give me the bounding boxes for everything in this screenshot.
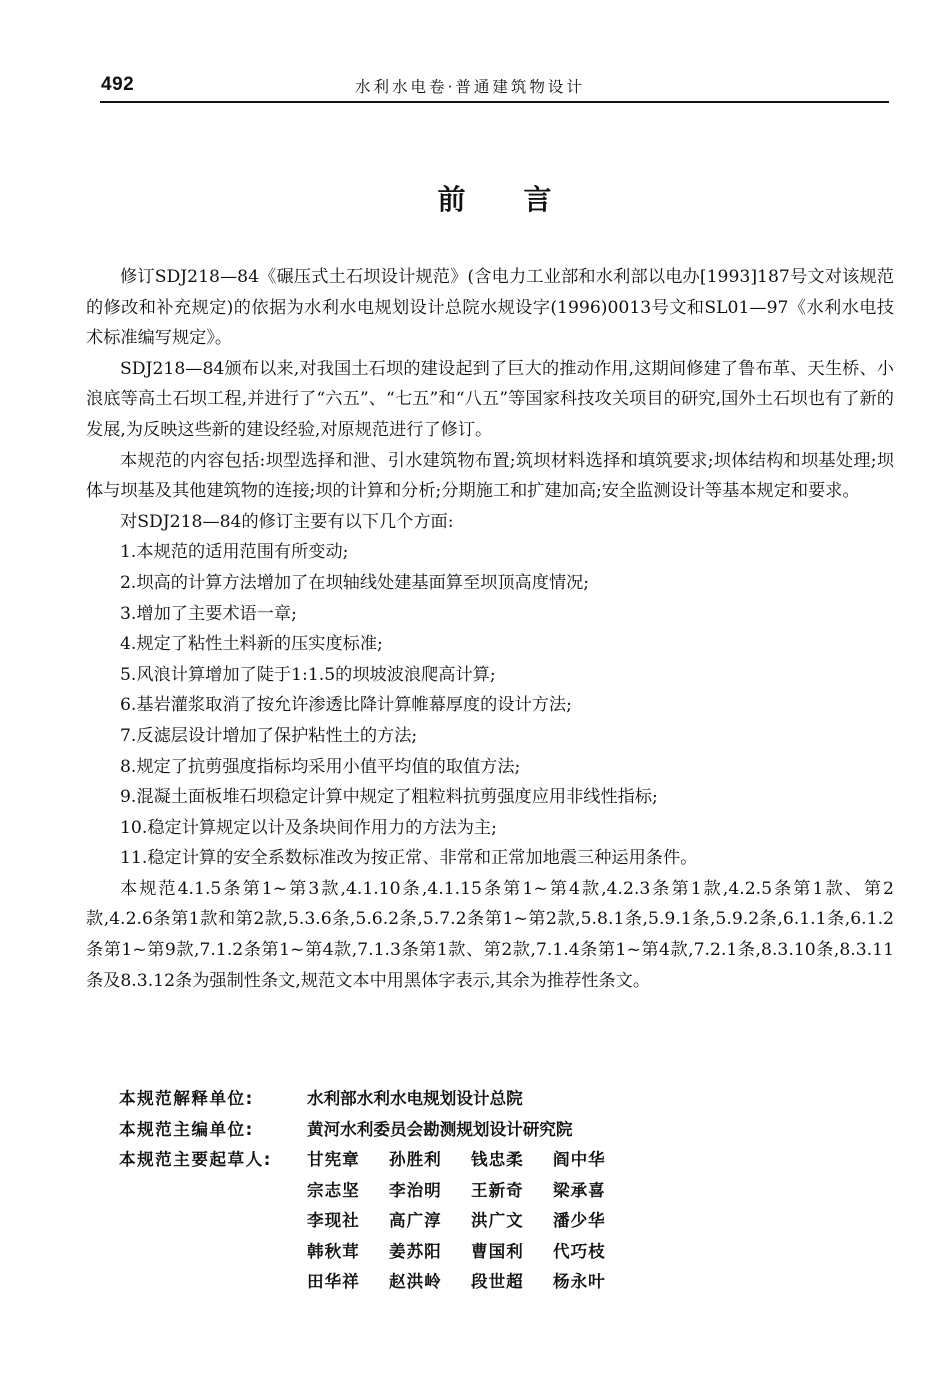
credit-value: 黄河水利委员会勘测规划设计研究院 <box>307 1119 573 1139</box>
drafter-name: 代巧枝 <box>553 1241 606 1261</box>
page-number: 492 <box>101 74 135 95</box>
revision-item: 7.反滤层设计增加了保护粘性土的方法; <box>120 725 418 746</box>
drafter-name: 宗志坚 <box>307 1180 360 1200</box>
revision-item: 8.规定了抗剪强度指标均采用小值平均值的取值方法; <box>120 756 521 777</box>
credit-label: 本规范主要起草人: <box>119 1150 272 1169</box>
drafter-row <box>307 1237 635 1268</box>
drafter-row <box>307 1176 635 1207</box>
drafter-name: 曹国利 <box>471 1241 524 1261</box>
revision-item: 1.本规范的适用范围有所变动; <box>120 542 349 563</box>
body-text <box>86 262 894 996</box>
credit-interpreter <box>119 1084 635 1115</box>
revision-item: 5.风浪计算增加了陡于1:1.5的坝坡波浪爬高计算; <box>120 664 496 685</box>
page-title: 前言 <box>437 183 610 216</box>
paragraph-mandatory-clauses: 本规范4.1.5条第1~第3款,4.1.10条,4.1.15条第1~第4款,4.2.3条第1款,4.2.5条第1款、第2款,4.2.6条第1款和第2款,5.3.6条,5.6.2条,5.7.2条第1~第2款,5.8.1条,5.9.1条,5.9.2条,6.1.1条,6.1.2条第1~第9款,7.1.2条第1~第4款,7.1.3条第1款、第2款,7.1.4条第1~第4款,7.2.1条,8.3.10条,8.3.11条及8.3.12条为强制性条文,规范文本中用黑体字表示,其余为推荐性条文。 <box>86 878 894 991</box>
paragraph-contents: 本规范的内容包括:坝型选择和泄、引水建筑物布置;筑坝材料选择和填筑要求;坝体结构和坝基处理;坝体与坝基及其他建筑物的连接;坝的计算和分析;分期施工和扩建加高;安全监测设计等基本规定和要求。 <box>86 450 894 502</box>
drafter-row <box>307 1206 635 1237</box>
header-rule <box>100 101 889 103</box>
drafter-name: 洪广文 <box>471 1211 524 1230</box>
drafter-name: 钱忠柔 <box>471 1150 524 1169</box>
drafter-name: 梁承喜 <box>553 1180 606 1200</box>
drafter-name: 孙胜利 <box>389 1150 442 1169</box>
drafter-name: 杨永叶 <box>553 1272 606 1291</box>
drafter-name: 田华祥 <box>307 1272 360 1291</box>
credit-drafters <box>119 1145 635 1298</box>
revision-item: 9.混凝土面板堆石坝稳定计算中规定了粗粒料抗剪强度应用非线性指标; <box>120 787 658 808</box>
drafter-name: 潘少华 <box>553 1211 606 1230</box>
revision-item: 10.稳定计算规定以计及条块间作用力的方法为主; <box>120 817 497 838</box>
revision-item: 11.稳定计算的安全系数标准改为按正常、非常和正常加地震三种运用条件。 <box>120 848 698 869</box>
drafter-name: 李现社 <box>307 1211 360 1230</box>
drafter-name: 李治明 <box>389 1180 442 1200</box>
drafter-row <box>307 1267 635 1298</box>
drafter-name: 韩秋茸 <box>307 1241 360 1261</box>
credit-value: 水利部水利水电规划设计总院 <box>307 1089 523 1108</box>
running-header: 水利水电卷·普通建筑物设计 <box>355 78 585 96</box>
drafter-name: 姜苏阳 <box>389 1241 442 1261</box>
credit-editor <box>119 1115 635 1146</box>
drafter-name: 王新奇 <box>471 1180 524 1200</box>
drafter-name: 高广淳 <box>389 1211 442 1230</box>
paragraph-background: SDJ218—84颁布以来,对我国土石坝的建设起到了巨大的推动作用,这期间修建了鲁布革、天生桥、小浪底等高土石坝工程,并进行了“六五”、“七五”和“八五”等国家科技攻关项目的研究,国外土石坝也有了新的发展,为反映这些新的建设经验,对原规范进行了修订。 <box>86 358 894 440</box>
credits <box>119 1084 635 1298</box>
drafter-name: 甘宪章 <box>307 1150 360 1169</box>
paragraph-revision-intro: 对SDJ218—84的修订主要有以下几个方面: <box>120 511 454 532</box>
drafter-list <box>307 1145 635 1298</box>
revision-item: 2.坝高的计算方法增加了在坝轴线处建基面算至坝顶高度情况; <box>120 572 590 593</box>
drafter-name: 阎中华 <box>553 1150 606 1169</box>
revision-item: 4.规定了粘性土料新的压实度标准; <box>120 634 383 655</box>
revision-item: 6.基岩灌浆取消了按允许渗透比降计算帷幕厚度的设计方法; <box>120 695 572 716</box>
revision-item: 3.增加了主要术语一章; <box>120 603 297 624</box>
paragraph-basis: 修订SDJ218—84《碾压式土石坝设计规范》(含电力工业部和水利部以电办[1993]187号文对该规范的修改和补充规定)的依据为水利水电规划设计总院水规设字(1996)0013号文和SL01—97《水利水电技术标准编写规定》。 <box>86 267 894 349</box>
credit-label: 本规范解释单位: <box>119 1089 254 1108</box>
drafter-name: 段世超 <box>471 1272 524 1291</box>
drafter-row <box>307 1145 635 1176</box>
credit-label: 本规范主编单位: <box>119 1119 254 1139</box>
drafter-name: 赵洪岭 <box>389 1272 442 1291</box>
